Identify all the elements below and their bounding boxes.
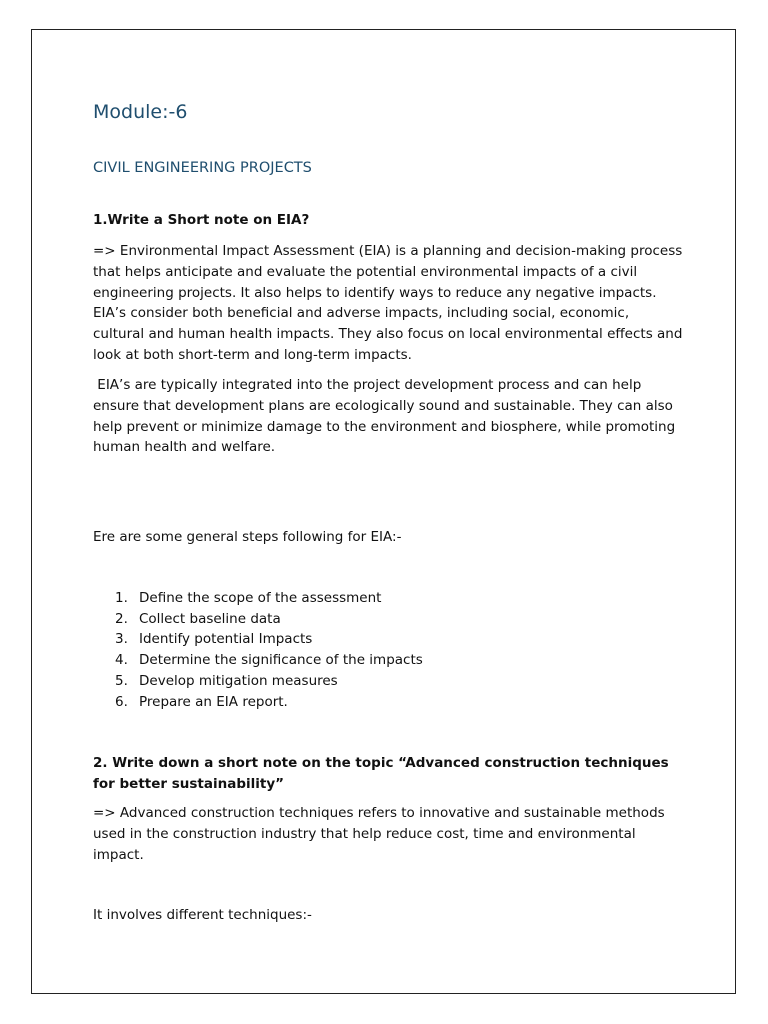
question-2-heading: 2. Write down a short note on the topic “Advanced construction techniques for better sustainability” (93, 755, 669, 792)
list-item: 3. Identify potential Impacts (115, 631, 313, 648)
question-1-answer-paragraph-2: EIA’s are typically integrated into the project development process and can help ensure that development plans are ecologically sound and sustainable. They can also help prevent or minimize damage to the environment and biosphere, while promoting human health and welfare. (93, 377, 680, 456)
question-2-answer-paragraph-1: => Advanced construction techniques refers to innovative and sustainable methods used in the construction industry that help reduce cost, time and environmental impact. (93, 805, 665, 863)
list-item: 6. Prepare an EIA report. (115, 693, 288, 710)
question-2-answer-paragraph-2: It involves different techniques:- (93, 907, 312, 923)
module-title: Module:-6 (93, 101, 188, 123)
section-title: CIVIL ENGINEERING PROJECTS (93, 160, 312, 176)
steps-intro: Ere are some general steps following for EIA:- (93, 529, 402, 545)
list-item: 2. Collect baseline data (115, 610, 281, 627)
list-item: 4. Determine the significance of the impacts (115, 652, 423, 669)
list-item: 1. Define the scope of the assessment (115, 590, 382, 606)
list-item: 5. Develop mitigation measures (115, 672, 338, 689)
question-1-answer-paragraph-1: => Environmental Impact Assessment (EIA) is a planning and decision-making process that helps anticipate and evaluate the potential environmental impacts of a civil engineering projects. It also helps to identify ways to reduce any negative impacts. EIA’s consider both beneficial and adverse impacts, including social, economic, cultural and human health impacts. They also focus on local environmental effects and look at both short-term and long-term impacts. (93, 243, 683, 363)
eia-steps-list (93, 588, 653, 712)
question-1-heading: 1.Write a Short note on EIA? (93, 212, 310, 228)
